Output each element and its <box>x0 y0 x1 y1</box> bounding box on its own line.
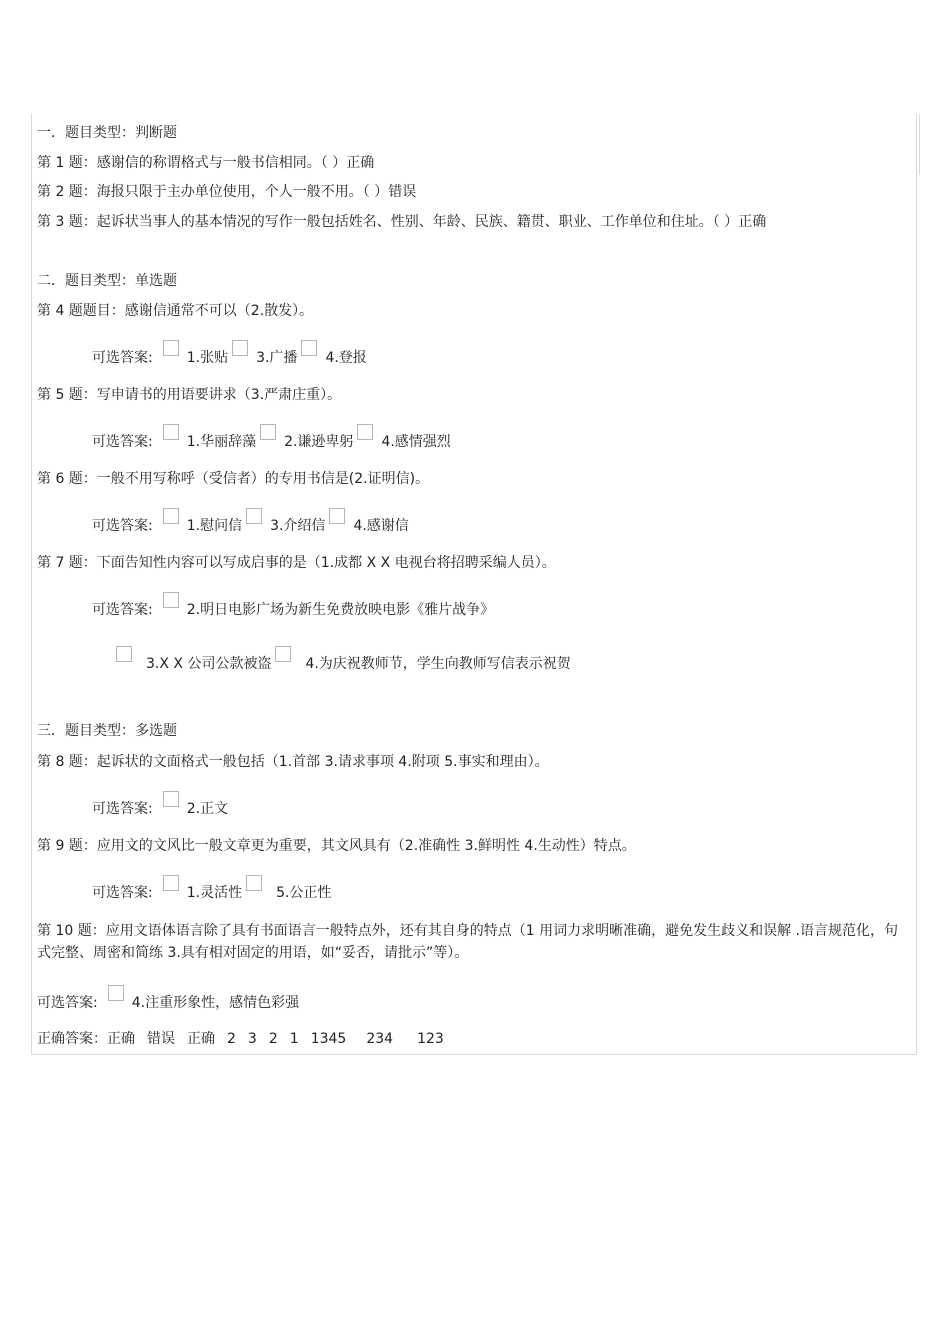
option-checkbox[interactable] <box>163 424 179 440</box>
answer-value: 2 <box>227 1031 236 1047</box>
option-checkbox[interactable] <box>246 875 262 891</box>
answer-value: 错误 <box>147 1031 175 1047</box>
answer-value: 3 <box>247 1031 257 1047</box>
option-checkbox[interactable] <box>116 646 132 662</box>
option-text: 4.为庆祝教师节，学生向教师写信表示祝贺 <box>305 656 571 672</box>
question-4: 第 4 题题目：感谢信通常不可以（2.散发）。 <box>37 303 314 319</box>
option-text: 3.介绍信 <box>270 518 326 534</box>
option-checkbox[interactable] <box>163 875 179 891</box>
question-8: 第 8 题：起诉状的文面格式一般包括（1.首部 3.请求事项 4.附项 5.事实和理由）。 <box>37 754 549 770</box>
option-checkbox[interactable] <box>108 985 124 1001</box>
option-text: 3.广播 <box>256 350 298 366</box>
question-8-options <box>92 791 232 818</box>
options-label: 可选答案: <box>92 885 153 901</box>
option-checkbox[interactable] <box>232 340 248 356</box>
answer-value: 正确 <box>107 1031 135 1047</box>
answer-value: 123 <box>417 1031 444 1047</box>
answers-label: 正确答案： <box>37 1031 107 1047</box>
option-checkbox[interactable] <box>275 646 291 662</box>
question-2: 第 2 题：海报只限于主办单位使用，个人一般不用。（ ）错误 <box>37 184 417 200</box>
answer-value: 1345 <box>310 1031 347 1047</box>
question-4-options <box>92 340 371 367</box>
question-7-options-row-2 <box>116 646 575 673</box>
question-10: 第 10 题：应用文语体语言除了具有书面语言一般特点外，还有其自身的特点（1 用词力求明晰准确，避免发生歧义和误解 .语言规范化，句式完整、周密和简练 3.具有相对固定的用语，如“妥否，请批示”等）。 <box>37 923 898 961</box>
option-text: 1.张贴 <box>186 350 229 366</box>
question-6: 第 6 题：一般不用写称呼（受信者）的专用书信是(2.证明信)。 <box>37 471 430 487</box>
answer-value: 1 <box>289 1031 299 1047</box>
options-label: 可选答案: <box>92 518 153 534</box>
option-text: 4.登报 <box>325 350 367 366</box>
section-title-single-choice: 二．题目类型：单选题 <box>37 273 177 289</box>
option-text: 3.X X 公司公款被盗 <box>146 656 272 672</box>
option-text: 2.正文 <box>186 801 229 817</box>
option-text: 2.明日电影广场为新生免费放映电影《雅片战争》 <box>186 602 495 618</box>
question-9-options <box>92 875 335 902</box>
option-text: 1.慰问信 <box>186 518 243 534</box>
question-7-options-row-1 <box>92 592 498 619</box>
answer-value: 2 <box>268 1031 278 1047</box>
frame-edge <box>915 114 920 174</box>
option-checkbox[interactable] <box>357 424 373 440</box>
question-6-options <box>92 508 413 535</box>
option-text: 1.华丽辞藻 <box>186 434 257 450</box>
option-text: 4.感情强烈 <box>381 434 451 450</box>
answer-value: 正确 <box>187 1031 215 1047</box>
option-checkbox[interactable] <box>163 340 179 356</box>
options-label: 可选答案: <box>92 801 153 817</box>
option-text: 2.谦逊卑躬 <box>284 434 354 450</box>
question-7: 第 7 题：下面告知性内容可以写成启事的是（1.成都 X X 电视台将招聘采编人员）。 <box>37 555 556 571</box>
section-title-judgement: 一．题目类型：判断题 <box>37 125 177 141</box>
option-text: 4.感谢信 <box>353 518 409 534</box>
question-10-options <box>37 985 303 1012</box>
option-checkbox[interactable] <box>163 508 179 524</box>
option-checkbox[interactable] <box>163 592 179 608</box>
correct-answers <box>37 1030 444 1048</box>
content-frame <box>31 114 917 1055</box>
option-checkbox[interactable] <box>163 791 179 807</box>
option-checkbox[interactable] <box>329 508 345 524</box>
option-text: 1.灵活性 <box>186 885 243 901</box>
question-5-options <box>92 424 455 451</box>
options-label: 可选答案: <box>92 350 153 366</box>
answer-value: 234 <box>366 1031 394 1047</box>
options-label: 可选答案: <box>92 434 153 450</box>
section-title-multiple-choice: 三．题目类型：多选题 <box>37 723 177 739</box>
question-1: 第 1 题：感谢信的称谓格式与一般书信相同。（ ）正确 <box>37 155 375 171</box>
options-label: 可选答案: <box>37 995 98 1011</box>
option-checkbox[interactable] <box>301 340 317 356</box>
option-text: 4.注重形象性，感情色彩强 <box>131 995 300 1011</box>
option-checkbox[interactable] <box>260 424 276 440</box>
question-3: 第 3 题：起诉状当事人的基本情况的写作一般包括姓名、性别、年龄、民族、籍贯、职业、工作单位和住址。（ ）正确 <box>37 214 767 230</box>
option-text: 5.公正性 <box>276 885 332 901</box>
question-5: 第 5 题：写申请书的用语要讲求（3.严肃庄重）。 <box>37 387 342 403</box>
question-9: 第 9 题：应用文的文风比一般文章更为重要，其文风具有（2.准确性 3.鲜明性 4.生动性）特点。 <box>37 838 636 854</box>
option-checkbox[interactable] <box>246 508 262 524</box>
options-label: 可选答案: <box>92 602 153 618</box>
